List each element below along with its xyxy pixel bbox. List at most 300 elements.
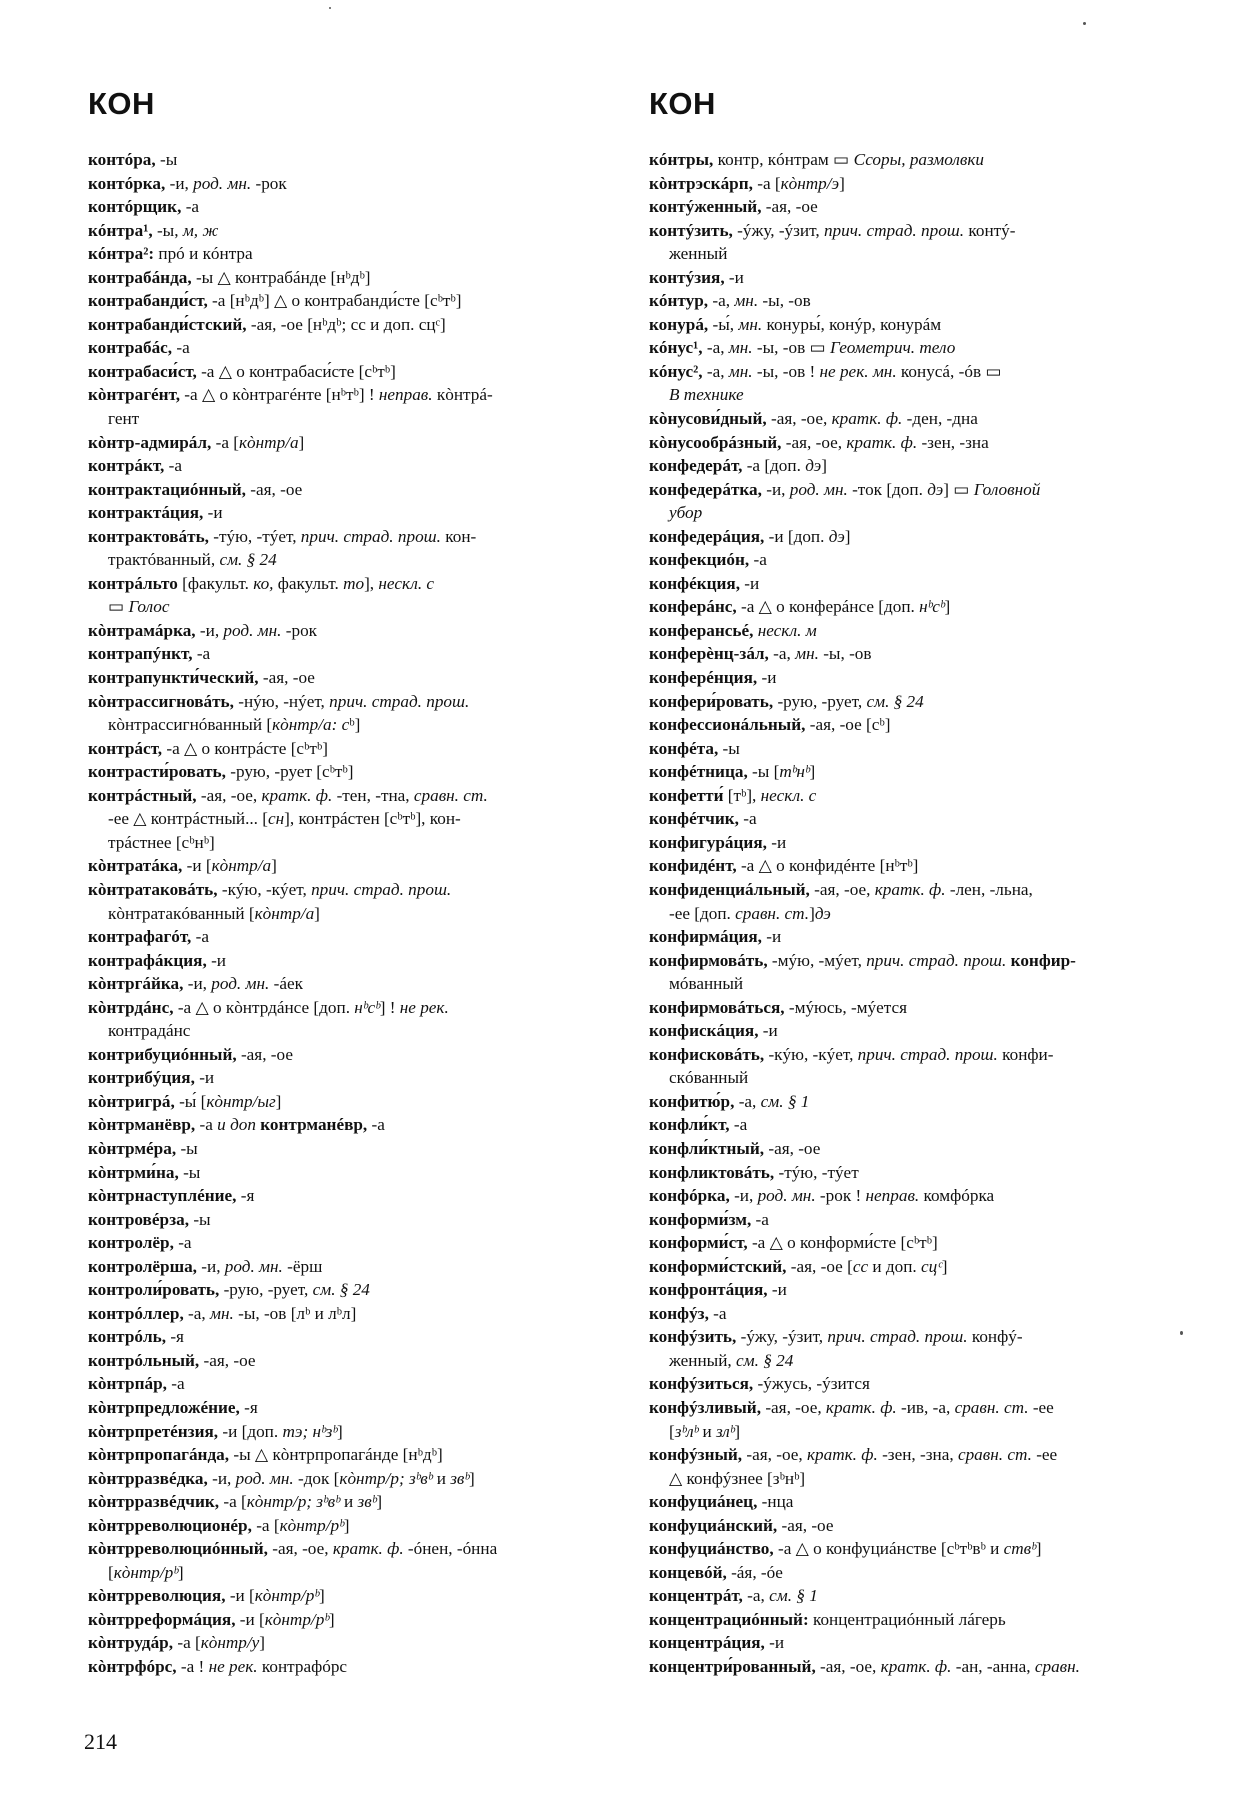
entry-text: -лен, -льна, (945, 879, 1033, 899)
headword: контýзить, (649, 220, 733, 240)
entry-text: женный (669, 244, 728, 264)
entry-text: ▭ (108, 597, 129, 617)
entry-text: трактóванный, (108, 550, 220, 570)
entry-line (88, 313, 616, 337)
entry-line (649, 1561, 1177, 1585)
grammar-note: прич. страд. прош. (329, 691, 470, 711)
headword: кòнтрреформáция, (88, 1609, 236, 1629)
entry-text: -рок ! (815, 1186, 866, 1206)
entry-line (88, 172, 616, 196)
entry-text: -мýю, -мýет, (767, 950, 867, 970)
entry-text: -а △ о конформи́сте [сᵇтᵇ] (747, 1233, 938, 1253)
entry-text: -нца (757, 1492, 794, 1512)
headword: конфéкция, (649, 573, 740, 593)
headword: кòнтрразвéдчик, (88, 1492, 220, 1512)
grammar-note: не рек. мн. (819, 361, 897, 381)
entry-text: -ýжу, -ýзит, (732, 220, 824, 240)
grammar-note: кòнтр/ыг (206, 1091, 276, 1111)
entry-line (88, 1231, 616, 1255)
grammar-note: то (343, 573, 365, 593)
grammar-note: сцᶜ (921, 1256, 942, 1276)
right-column (649, 148, 1177, 1679)
entry-text: -ы́, (708, 314, 739, 334)
entry-text: -и (764, 1633, 785, 1653)
entry-text: -ы (189, 1209, 211, 1229)
headword: концентрациóнный: (649, 1609, 809, 1629)
grammar-note: сравн. ст. (735, 903, 810, 923)
grammar-note: Геометрич. тело (830, 338, 956, 358)
grammar-note: мн. (795, 644, 819, 664)
entry-line (88, 1608, 616, 1632)
entry-line (88, 360, 616, 384)
grammar-note: нескл. м (757, 620, 817, 640)
entry-line (88, 1302, 616, 1326)
grammar-note: зᵇлᵇ (674, 1421, 699, 1441)
headword: конфекциóн, (649, 550, 750, 570)
grammar-note: Голос (128, 597, 170, 617)
grammar-note: кратк. ф. (846, 432, 918, 452)
entry-text: -а △ о конферáнсе [доп. (736, 597, 920, 617)
entry-text: [тᵇ], (723, 785, 761, 805)
headword: конферáнс, (649, 597, 737, 617)
headword: контрабаси́ст, (88, 361, 197, 381)
headword: контрáкт, (88, 456, 165, 476)
entry-text: -ы (155, 150, 178, 169)
page-number: 214 (84, 1729, 117, 1754)
grammar-note: мн. (734, 291, 759, 311)
entry-line (649, 1325, 1177, 1349)
grammar-note: неправ. (378, 385, 433, 405)
entry-line (649, 289, 1177, 313)
grammar-note: не рек. (399, 997, 449, 1017)
entry-text: -ая, -ое, (267, 1539, 333, 1559)
headword: кòнусови́дный, (649, 409, 767, 429)
headword: контрáст, (88, 738, 163, 758)
entry-line (88, 1420, 616, 1444)
entry-text: ] (941, 1256, 948, 1276)
entry-text: -ее (1028, 1397, 1054, 1417)
entry-line (649, 383, 1177, 407)
entry-line (88, 1490, 616, 1514)
entry-text: ] (468, 1468, 475, 1488)
grammar-note: род. мн. (211, 974, 270, 994)
entry-text: кòнтрá- (432, 385, 493, 405)
entry-text: -ая, -ое, (761, 1397, 826, 1417)
entry-text: -а (173, 1233, 192, 1253)
entry-line (88, 336, 616, 360)
entry-text: -рок (251, 173, 287, 193)
entry-line (88, 925, 616, 949)
entry-text: -а, (734, 1091, 761, 1111)
entry-text: -и [доп. (218, 1421, 283, 1441)
headword: конфигурáция, (649, 832, 767, 852)
entry-line (649, 854, 1177, 878)
grammar-note: кòнтр/р; зᵇвᵇ (339, 1468, 433, 1488)
grammar-note: нескл. с (760, 785, 817, 805)
entry-line (649, 1655, 1177, 1679)
entry-text: -а △ о кòнтрагéнте [нᵇтᵇ] ! (180, 385, 379, 405)
entry-line (649, 431, 1177, 455)
headword: кòнтратаковáть, (88, 879, 218, 899)
entry-text: -ы (178, 1162, 201, 1182)
grammar-note: кòнтр/а (239, 432, 299, 452)
entry-line (649, 1161, 1177, 1185)
entry-line (88, 1396, 616, 1420)
entry-text: -а (708, 1303, 727, 1323)
grammar-note: род. мн. (235, 1468, 294, 1488)
entry-text: и (432, 1468, 451, 1488)
entry-text: -ая, -ое (777, 1515, 834, 1535)
headword: кòнтрпáр, (88, 1374, 167, 1394)
entry-text: -и, (761, 479, 790, 499)
grammar-note: род. мн. (789, 479, 848, 499)
entry-text: ] (314, 903, 320, 923)
grammar-note: см. § 1 (760, 1091, 810, 1111)
entry-text: -и [ (235, 1609, 265, 1629)
entry-text: -и [ (225, 1586, 255, 1606)
entry-line (649, 242, 1177, 266)
entry-line (88, 1090, 616, 1114)
grammar-note: тᵇнᵇ (779, 762, 810, 782)
headword: конфедерáтка, (649, 479, 762, 499)
headword: конфóрка, (649, 1186, 730, 1206)
entry-text: -а (738, 809, 757, 829)
headword: конфéтница, (649, 762, 748, 782)
headword: концентрáт, (649, 1586, 743, 1606)
grammar-note: звᵇ (450, 1468, 469, 1488)
entry-text: -и (757, 668, 777, 688)
headword: конфýзный, (649, 1445, 743, 1465)
grammar-note: м, ж (182, 220, 219, 240)
headword: кòнтрманёвр, (88, 1115, 196, 1135)
grammar-note: ствᵇ (1003, 1539, 1036, 1559)
grammar-note: кратк. ф. (807, 1445, 878, 1465)
entry-text: -а, (708, 291, 735, 311)
entry-text: -а △ о контрáсте [сᵇтᵇ] (162, 738, 328, 758)
headword: контрабáнда, (88, 267, 192, 287)
entry-text: -и (194, 1068, 215, 1088)
entry-line (649, 1490, 1177, 1514)
entry-line (88, 737, 616, 761)
grammar-note: см. § 24 (219, 550, 277, 570)
entry-line (649, 737, 1177, 761)
headword: концевóй, (649, 1562, 727, 1582)
grammar-note: кратк. ф. (874, 879, 946, 899)
headword: кòнтрреволюциóнный, (88, 1539, 268, 1559)
headword: контрóллер, (88, 1303, 184, 1323)
entry-line (649, 1231, 1177, 1255)
grammar-note: прич. страд. прош. (857, 1044, 998, 1064)
grammar-note: нᵇсᵇ (919, 597, 945, 617)
entry-text: женный, (669, 1350, 737, 1370)
entry-line (88, 1467, 616, 1491)
entry-text: ], (364, 573, 379, 593)
headword: конфедерáция, (649, 526, 765, 546)
entry-line (649, 1514, 1177, 1538)
entry-text: -а (164, 456, 182, 476)
entry-line (649, 572, 1177, 596)
headword: контрáстный, (88, 785, 197, 805)
entry-text: -ýжу, -ýзит, (736, 1327, 828, 1347)
entry-text: -ёрш (282, 1256, 323, 1276)
entry-line (649, 972, 1177, 996)
entry-text: -и (203, 503, 223, 523)
entry-text: ] (275, 1091, 282, 1111)
entry-text: -а △ о конфуциáнстве [сᵇтᵇвᵇ и (773, 1539, 1004, 1559)
entry-text: -и (758, 1021, 778, 1041)
entry-text: -ая, -ое (761, 197, 818, 217)
entry-line (88, 1278, 616, 1302)
headword: конфуциáнский, (649, 1515, 778, 1535)
headword: кóнтра²: (88, 244, 155, 264)
entry-line (649, 760, 1177, 784)
grammar-note: дэ (814, 903, 831, 923)
entry-text: -ее (1031, 1445, 1058, 1465)
grammar-note: не рек. (208, 1657, 258, 1676)
entry-text: -а (751, 1209, 769, 1229)
entry-line (649, 1584, 1177, 1608)
headword: конфискáция, (649, 1021, 759, 1041)
entry-line (88, 1584, 616, 1608)
headword: контýзия, (649, 267, 725, 287)
entry-line (649, 1278, 1177, 1302)
entry-line (649, 407, 1177, 431)
entry-text: ] (376, 1492, 383, 1512)
entry-text: -тýю, -тýет, (208, 526, 301, 546)
entry-text: -ы, -ов [лᵇ и лᵇл] (233, 1303, 357, 1323)
entry-text: -а △ о контрабаси́сте [сᵇтᵇ] (196, 361, 396, 381)
entry-text: -рую, -рует [сᵇтᵇ] (225, 762, 354, 782)
entry-line (88, 878, 616, 902)
entry-text: -ы △ кòнтрпропагáнде [нᵇдᵇ] (229, 1445, 443, 1465)
entry-line (88, 831, 616, 855)
entry-text: контрафóрс (257, 1657, 348, 1676)
headword: кòнтратáка, (88, 856, 183, 876)
headword: конфуциáнец, (649, 1492, 758, 1512)
headword: концентри́рованный, (649, 1657, 816, 1676)
entry-text: -мýюсь, -мýется (784, 997, 908, 1017)
entry-text: гент (108, 409, 140, 429)
headword: конфирмовáть, (649, 950, 768, 970)
entry-text: конусá, -óв ▭ (896, 361, 1002, 381)
entry-text: ] (809, 762, 816, 782)
headword: кòнтр-адмирáл, (88, 432, 212, 452)
entry-line (88, 713, 616, 737)
grammar-note: кòнтр/рᵇ (264, 1609, 329, 1629)
entry-text: -кýю, -кýет, (217, 879, 312, 899)
headword: кòнтрамáрка, (88, 620, 196, 640)
headword: конфир- (1010, 950, 1076, 970)
headword: контрактациóнный, (88, 479, 246, 499)
entry-line (88, 902, 616, 926)
entry-text: -зен, -зна, (877, 1445, 958, 1465)
entry-text: ] (298, 432, 305, 452)
entry-text: -а (749, 550, 767, 570)
grammar-note: дэ (927, 479, 944, 499)
entry-line (649, 1208, 1177, 1232)
entry-text: -и, (195, 620, 224, 640)
headword: контроли́ровать, (88, 1280, 220, 1300)
entry-text: конфý- (967, 1327, 1023, 1347)
entry-text: ] (318, 1586, 325, 1606)
entry-text: кон- (440, 526, 477, 546)
grammar-note: род. мн. (757, 1186, 816, 1206)
entry-line (649, 1090, 1177, 1114)
headword: конфедерáт, (649, 456, 743, 476)
headword: конфетти́ (649, 785, 724, 805)
entry-line (649, 784, 1177, 808)
entry-line (649, 454, 1177, 478)
entry-line (88, 1349, 616, 1373)
entry-line (649, 1043, 1177, 1067)
entry-line (88, 1443, 616, 1467)
headword: конфиденциáльный, (649, 879, 810, 899)
headword: конфликтовáть, (649, 1162, 775, 1182)
grammar-note: кратк. ф. (825, 1397, 897, 1417)
grammar-note: прич. страд. прош. (311, 879, 452, 899)
headword: конферèнц-зáл, (649, 644, 769, 664)
entry-text: -и (766, 832, 787, 852)
entry-line (88, 666, 616, 690)
left-column (88, 148, 616, 1679)
entry-text: -и (761, 927, 782, 947)
headword: конфли́кт, (649, 1115, 730, 1135)
entry-text: и (339, 1492, 358, 1512)
grammar-note: кратк. ф. (880, 1657, 952, 1676)
grammar-note: кòнтр/р; зᵇвᵇ (246, 1492, 340, 1512)
grammar-note: сс (852, 1256, 869, 1276)
grammar-note: кратк. ф. (261, 785, 333, 805)
entry-text: -ы [ (747, 762, 780, 782)
entry-line (88, 242, 616, 266)
grammar-note: сн (268, 809, 285, 829)
entry-text: -а, (742, 1586, 770, 1606)
entry-text: ] (336, 1421, 343, 1441)
headword: конфирмáция, (649, 927, 762, 947)
entry-text: -ая, -ое [ (786, 1256, 853, 1276)
grammar-note: сравн. ст. (954, 1397, 1029, 1417)
grammar-note: род. мн. (223, 620, 282, 640)
entry-line (88, 195, 616, 219)
entry-text: -óнен, -óнна (403, 1539, 498, 1559)
entry-text: -а [ (251, 1515, 280, 1535)
entry-line (88, 501, 616, 525)
entry-text: -нýю, -нýет, (233, 691, 330, 711)
entry-line (649, 619, 1177, 643)
entry-line (88, 619, 616, 643)
grammar-note: и доп (217, 1115, 256, 1135)
entry-line (649, 1349, 1177, 1373)
entry-text: -зен, -зна (917, 432, 989, 452)
entry-line (649, 266, 1177, 290)
entry-line (649, 1066, 1177, 1090)
grammar-note: кòнтр/а (211, 856, 272, 876)
grammar-note: сравн. ст. (413, 785, 488, 805)
grammar-note: род. мн. (224, 1256, 283, 1276)
entry-line (649, 713, 1177, 737)
entry-line (88, 431, 616, 455)
entry-text: прó и кóнтра (154, 244, 253, 264)
entry-line (88, 148, 616, 172)
entry-text: конуры́, конýр, конурáм (762, 314, 942, 334)
entry-text: -а (166, 1374, 185, 1394)
entry-line (649, 1137, 1177, 1161)
entry-text: -а [нᵇдᵇ] △ о контрабанди́сте [сᵇтᵇ] (207, 291, 462, 311)
entry-text: контрадáнс (108, 1021, 191, 1041)
entry-line (88, 760, 616, 784)
entry-line (649, 148, 1177, 172)
headword: контóра, (88, 150, 156, 169)
entry-text: -кýю, -кýет, (764, 1044, 858, 1064)
headword: кòнтрпропагáнда, (88, 1445, 230, 1465)
entry-line (88, 1137, 616, 1161)
headword: кóнтры, (649, 150, 714, 169)
entry-text: -а (181, 197, 200, 217)
entry-text: -а, (702, 361, 729, 381)
entry-text: -ая, -ое (245, 479, 303, 499)
entry-text: -а [ (173, 1633, 201, 1653)
entry-text: -ив, -а, (896, 1397, 955, 1417)
grammar-note: мн. (210, 1303, 234, 1323)
entry-text: ] (809, 903, 815, 923)
entry-text: контр, кóнтрам ▭ (713, 150, 854, 169)
grammar-note: В технике (669, 385, 744, 405)
headword: контрабáс, (88, 338, 173, 358)
entry-line (88, 478, 616, 502)
headword: конфýзиться, (649, 1374, 754, 1394)
entry-line (88, 1325, 616, 1349)
headword: контýженный, (649, 197, 762, 217)
entry-text: -а (367, 1115, 385, 1135)
entry-line (88, 289, 616, 313)
entry-text: -а △ о конфидéнте [нᵇтᵇ] (736, 856, 919, 876)
entry-line (88, 1208, 616, 1232)
entry-text: -а [доп. (742, 456, 806, 476)
entry-line (88, 996, 616, 1020)
entry-line (649, 1184, 1177, 1208)
grammar-note: сравн. (1034, 1657, 1080, 1676)
entry-text: -ы, (152, 220, 183, 240)
headword: контролёрша, (88, 1256, 197, 1276)
headword: конформи́стский, (649, 1256, 787, 1276)
entry-line (88, 1161, 616, 1185)
entry-text: [ (669, 1421, 675, 1441)
entry-line (88, 454, 616, 478)
headword: контрапункти́ческий, (88, 668, 259, 688)
headword: конфéта, (649, 738, 719, 758)
entry-text: ] (328, 1609, 335, 1629)
headword: конформи́зм, (649, 1209, 752, 1229)
entry-text: -и, (729, 1186, 758, 1206)
entry-text: -док [ (293, 1468, 340, 1488)
headword: конфýзить, (649, 1327, 737, 1347)
entry-text: -рую, -рует, (773, 691, 867, 711)
entry-line (88, 383, 616, 407)
entry-text: и доп. (868, 1256, 922, 1276)
running-head-right: КОН (649, 86, 716, 121)
headword: кòнтрмéра, (88, 1138, 177, 1158)
headword: контровéрза, (88, 1209, 190, 1229)
grammar-note: убор (669, 503, 703, 523)
headword: конфýз, (649, 1303, 709, 1323)
entry-text: мóванный (669, 974, 744, 994)
headword: контрафагóт, (88, 927, 192, 947)
entry-text: -ая, -ое (236, 1044, 293, 1064)
headword: контóрка, (88, 173, 166, 193)
entry-text: ] (1035, 1539, 1042, 1559)
grammar-note: прич. страд. прош. (866, 950, 1007, 970)
entry-line (649, 195, 1177, 219)
